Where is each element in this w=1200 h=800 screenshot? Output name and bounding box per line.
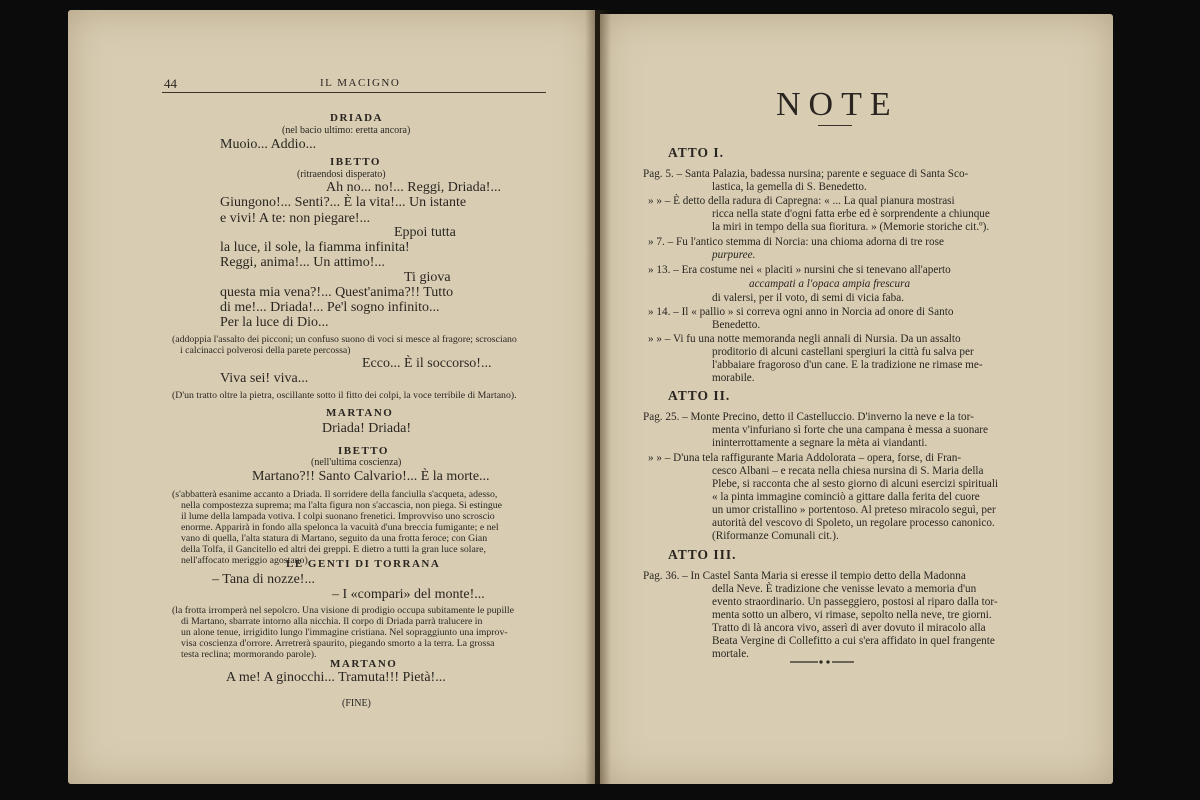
title-rule xyxy=(818,125,852,126)
stage-direction: (D'un tratto oltre la pietra, oscillante sotto il fitto dei colpi, la voce terribile di Martano). xyxy=(172,390,517,401)
stage-direction: i calcinacci polverosi della parete percossa) xyxy=(180,345,351,356)
verse-line: questa mia vena?!... Quest'anima?!! Tutto xyxy=(220,285,454,300)
note-line: la miri in tempo della sua fioritura. » (Memorie storiche cit.º). xyxy=(712,221,990,233)
verse-line: Muoio... Addio... xyxy=(220,137,317,152)
verse-line: Giungono!... Senti?... È la vita!... Un istante xyxy=(220,195,467,210)
note-line: morabile. xyxy=(712,372,755,384)
speaker-ibetto: IBETTO xyxy=(330,156,381,168)
act-heading: ATTO III. xyxy=(668,547,737,562)
note-line: (Riformanze Comunali cit.). xyxy=(712,530,839,542)
verse-line: Viva sei! viva... xyxy=(220,371,309,386)
verse-line: Ti giova xyxy=(404,270,451,285)
note-line: Pag. 5. – Santa Palazia, badessa nursina; parente e seguace di Santa Sco- xyxy=(643,168,969,180)
stage-direction-line: il lume della lampada votiva. I colpi suonano frenetici. Improvviso uno scroscio xyxy=(181,511,495,522)
note-line: Pag. 25. – Monte Precino, detto il Castelluccio. D'inverno la neve e la tor- xyxy=(643,411,974,423)
verse-line: Per la luce di Dio... xyxy=(220,315,329,330)
note-line: autorità del vescovo di Spoleto, un regolare processo canonico. xyxy=(712,517,995,529)
verse-line: – I «compari» del monte!... xyxy=(332,587,485,602)
stage-direction: (nell'ultima coscienza) xyxy=(311,457,402,468)
speaker-martano: MARTANO xyxy=(326,407,394,419)
note-line: Tratto di là ancora vivo, asserì di aver dovuto il miracolo alla xyxy=(712,622,986,634)
note-line: accampati a l'opaca ampia frescura xyxy=(749,278,911,290)
note-line: cesco Albani – e recata nella chiesa nursina di S. Maria della xyxy=(712,465,984,477)
stage-direction-line: (la frotta irromperà nel sepolcro. Una visione di prodigio occupa subitamente le pupille xyxy=(172,605,514,616)
stage-direction: (ritraendosi disperato) xyxy=(297,169,386,180)
note-line: ricca nella state d'ogni fatta erbe ed è sorprendente a chiunque xyxy=(712,208,990,220)
verse-line: di me!... Driada!... Pe'l sogno infinito... xyxy=(220,300,440,315)
note-line: Pag. 36. – In Castel Santa Maria si eresse il tempio detto della Madonna xyxy=(643,570,966,582)
verse-line: Reggi, anima!... Un attimo!... xyxy=(220,255,385,270)
book-gutter xyxy=(585,10,611,784)
stage-direction-line: vano di quella, l'alta statura di Martano, seguito da una frotta feroce; con Gian xyxy=(181,533,488,544)
note-line: Plebe, si racconta che al sesto giorno di alcuni esercizi spirituali xyxy=(712,478,999,490)
stage-direction-line: enorme. Apparirà in fondo alla spelonca la vacuità d'una breccia fumigante; e nel xyxy=(181,522,499,533)
stage-direction-line: della Tolfa, il Gancitello ed altri dei greppi. E dietro a tutti la gran luce solare, xyxy=(181,544,486,555)
note-line: ininterrottamente a segnare la mèta ai viandanti. xyxy=(712,437,928,449)
stage-direction-line: visa coscienza d'orrore. Arretrerà spaurito, piegando smorto a la terra. La grossa xyxy=(181,638,495,649)
stage-direction: (addoppia l'assalto dei picconi; un confuso suono di voci si mesce al fragore; scrosciano xyxy=(172,334,517,345)
stage-direction-line: nella compostezza suprema; ma l'alta figura non s'accascia, non piega. Si estingue xyxy=(181,500,502,511)
verse-line: A me! A ginocchi... Tramuta!!! Pietà!... xyxy=(226,670,446,685)
note-line: Benedetto. xyxy=(712,319,761,331)
note-line: menta v'infuriano sì forte che una campana è messa a suonare xyxy=(712,424,988,436)
speaker-ibetto: IBETTO xyxy=(338,445,389,457)
stage-direction-line: un alone tenue, irrigidito lungo l'immagine cristiana. Nel sopraggiunto una improv- xyxy=(181,627,508,638)
stage-direction-line: (s'abbatterà esanime accanto a Driada. Il sorridere della fanciulla s'acqueta, adesso, xyxy=(172,489,498,500)
note-line: » 13. – Era costume nei « placiti » nursini che si tenevano all'aperto xyxy=(648,264,951,276)
verse-line: Ecco... È il soccorso!... xyxy=(362,356,492,371)
note-line: menta sotto un albero, vi rimase, sepolto nella neve, tre giorni. xyxy=(712,609,992,621)
verse-line: Martano?!! Santo Calvario!... È la morte... xyxy=(252,469,490,484)
act-heading: ATTO II. xyxy=(668,388,731,403)
act-heading: ATTO I. xyxy=(668,145,725,160)
speaker-martano: MARTANO xyxy=(330,658,398,670)
stage-direction-line: di Martano, sbarrate intorno alla nicchia. Il corpo di Driada parrà tralucere in xyxy=(181,616,483,627)
note-line: Beata Vergine di Collefitto a cui s'era affidato in quel frangente xyxy=(712,635,995,647)
verse-line: – Tana di nozze!... xyxy=(212,572,315,587)
verse-line: Eppoi tutta xyxy=(394,225,456,240)
note-line: della Neve. È tradizione che venisse levato a memoria d'un xyxy=(712,583,977,595)
note-line: » 7. – Fu l'antico stemma di Norcia: una chioma adorna di tre rose xyxy=(648,236,944,248)
note-line: purpuree. xyxy=(712,249,756,261)
note-line: « la pinta immagine cominciò a gittare dalla ferita del cuore xyxy=(712,491,980,503)
verse-line: Driada! Driada! xyxy=(322,421,412,436)
page-number: 44 xyxy=(164,76,177,91)
end-mark: (FINE) xyxy=(342,698,371,709)
note-line: » » – Vi fu una notte memoranda negli annali di Nursia. Da un assalto xyxy=(648,333,961,345)
note-line: lastica, la gemella di S. Benedetto. xyxy=(712,181,867,193)
note-line: » » – È detto della radura di Capregna: « ... La qual pianura mostrasi xyxy=(648,195,955,207)
verse-line: la luce, il sole, la fiamma infinita! xyxy=(220,240,410,255)
verse-line: e vivi! A te: non piegare!... xyxy=(220,211,371,226)
note-line: » 14. – Il « pallio » si correva ogni anno in Norcia ad onore di Santo xyxy=(648,306,954,318)
note-line: l'abbaiare fragoroso d'un cane. E la tradizione ne rimase me- xyxy=(712,359,983,371)
note-line: proditorio di alcuni castellani spergiuri la città fu salva per xyxy=(712,346,974,358)
notes-title: NOTE xyxy=(776,86,899,123)
note-line: evento straordinario. Un passeggiero, postosi al riparo dalla tor- xyxy=(712,596,998,608)
stage-direction-line: testa reclina; mormorando parole). xyxy=(181,649,317,660)
end-ornament-icon xyxy=(788,656,858,668)
running-title: IL MACIGNO xyxy=(320,77,401,89)
stage-direction: (nel bacio ultimo: eretta ancora) xyxy=(282,125,411,136)
note-line: un umor cristallino » portentoso. Al preteso miracolo seguì, per xyxy=(712,504,996,516)
note-line: » » – D'una tela raffigurante Maria Addolorata – opera, forse, di Fran- xyxy=(648,452,962,464)
header-rule xyxy=(162,92,546,93)
note-line: di valersi, per il voto, di semi di vicia faba. xyxy=(712,292,905,304)
note-line: mortale. xyxy=(712,648,749,660)
speaker-driada: DRIADA xyxy=(330,112,383,124)
speaker-genti: LE GENTI DI TORRANA xyxy=(286,558,441,570)
verse-line: Ah no... no!... Reggi, Driada!... xyxy=(326,180,501,195)
stage-direction-line: nell'affocato meriggio agostano). xyxy=(181,555,311,566)
